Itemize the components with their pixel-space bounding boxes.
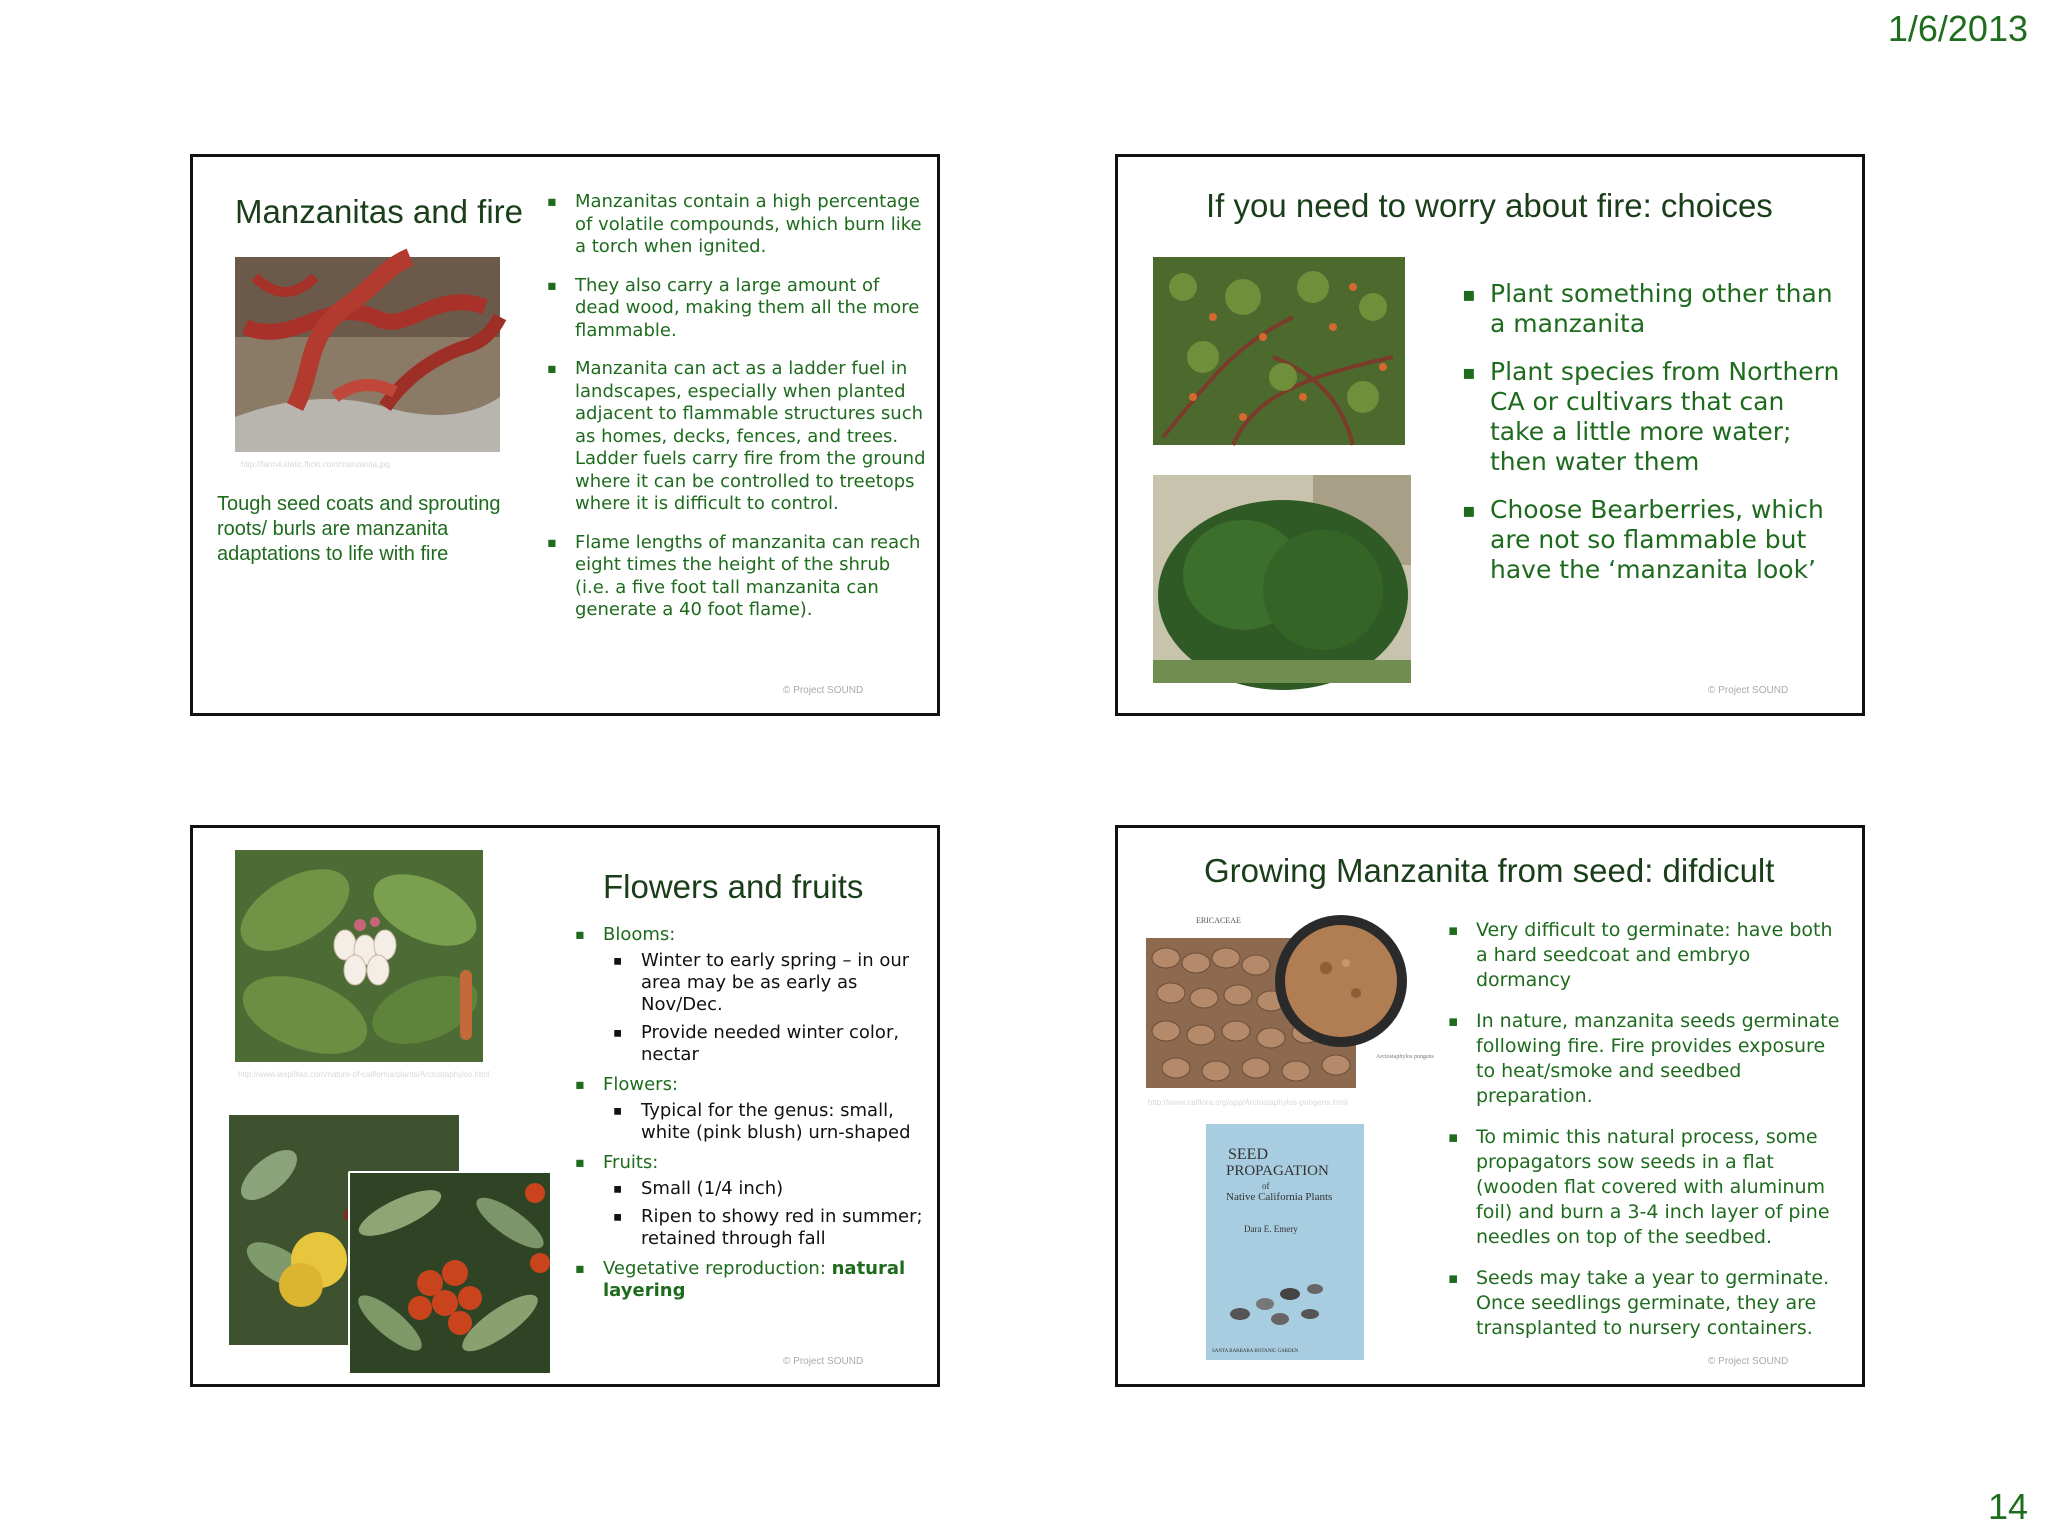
list-item-fruits xyxy=(575,1152,925,1250)
book-title-line3: of xyxy=(1262,1181,1270,1191)
slide-flowers-and-fruits xyxy=(190,825,940,1387)
slide-manzanitas-and-fire xyxy=(190,154,940,716)
slide-title: Growing Manzanita from seed: difdicult xyxy=(1204,852,1775,889)
copyright: © Project SOUND xyxy=(1708,685,1789,696)
slide-caption: Tough seed coats and sprouting roots/ burls are manzanita adaptations to life with fire xyxy=(217,493,501,565)
image-source-url: http://www.laspilitas.com/nature-of-california/plants/Arctostaphylos.html xyxy=(238,1070,490,1079)
sub-list-item: ▪ Winter to early spring – in our area may be as early as Nov/Dec. xyxy=(603,950,925,1016)
slide-title: If you need to worry about fire: choices xyxy=(1206,187,1773,224)
manzanita-flower-photo xyxy=(235,850,483,1062)
list-item: ▪ Choose Bearberries, which are not so flammable but have the ‘manzanita look’ xyxy=(1462,495,1842,585)
book-title-line2: PROPAGATION xyxy=(1226,1163,1329,1179)
image-source-url: http://farm4.static.flickr.com/manzanita.jpg xyxy=(241,460,390,469)
red-fruit-photo xyxy=(348,1171,552,1375)
list-label: Blooms: xyxy=(603,924,676,945)
list-item-blooms xyxy=(575,924,925,1066)
list-item: ▪ To mimic this natural process, some propagators sow seeds in a flat (wooden flat covered with aluminum foil) and burn a 3-4 inch layer of pine needles on top of the seedbed. xyxy=(1448,1125,1848,1250)
list-item: ▪ Plant something other than a manzanita xyxy=(1462,279,1842,339)
copyright: © Project SOUND xyxy=(783,685,864,696)
bearberry-shrub-photo xyxy=(1153,257,1405,445)
list-item-vegetative xyxy=(575,1258,925,1302)
seeds-photo xyxy=(1146,903,1434,1088)
emphasis-text: natural layering xyxy=(603,1258,906,1301)
image-source-url: http://www.calflora.org/app/Arctostaphylos-pungens.html xyxy=(1148,1098,1348,1107)
list-item: ▪ Plant species from Northern CA or cultivars that can take a little more water; then water them xyxy=(1462,357,1842,477)
slide-growing-from-seed xyxy=(1115,825,1865,1387)
book-title-line4: Native California Plants xyxy=(1226,1191,1333,1203)
list-item-flowers xyxy=(575,1074,925,1144)
list-label: Fruits: xyxy=(603,1152,659,1173)
page-number: 14 xyxy=(1987,1486,2028,1527)
book-seed-illustration xyxy=(1220,1274,1350,1334)
slide-title: Manzanitas and fire xyxy=(235,193,523,230)
slide-title: Flowers and fruits xyxy=(603,868,864,905)
book-cover xyxy=(1206,1124,1364,1360)
sub-list-item: ▪ Typical for the genus: small, white (pink blush) urn-shaped xyxy=(603,1100,925,1144)
list-item: ▪ Seeds may take a year to germinate. Once seedlings germinate, they are transplanted to nursery containers. xyxy=(1448,1266,1848,1341)
bullet-list xyxy=(575,924,925,1302)
book-author: Dara E. Emery xyxy=(1244,1224,1298,1234)
sub-list-item: ▪ Small (1/4 inch) xyxy=(603,1178,925,1200)
manzanita-trunk-photo xyxy=(235,257,500,452)
list-label: Vegetative reproduction: xyxy=(603,1258,832,1279)
list-item: ▪ Very difficult to germinate: have both a hard seedcoat and embryo dormancy xyxy=(1448,918,1848,993)
green-shrub-photo xyxy=(1153,475,1411,683)
slide-fire-choices xyxy=(1115,154,1865,716)
book-publisher: SANTA BARBARA BOTANIC GARDEN xyxy=(1212,1349,1299,1354)
handout-date: 1/6/2013 xyxy=(1887,8,2028,49)
sub-list-item: ▪ Provide needed winter color, nectar xyxy=(603,1022,925,1066)
bullet-list xyxy=(1462,279,1842,585)
list-item: ▪ Manzanitas contain a high percentage of volatile compounds, which burn like a torch when ignited. xyxy=(547,191,927,259)
sub-list-item: ▪ Ripen to showy red in summer; retained through fall xyxy=(603,1206,925,1250)
bullet-list xyxy=(547,191,927,622)
copyright: © Project SOUND xyxy=(1708,1356,1789,1367)
list-label: Flowers: xyxy=(603,1074,679,1095)
seed-species-label: Arctostaphylos pungens xyxy=(1376,1054,1434,1060)
list-item: ▪ Manzanita can act as a ladder fuel in landscapes, especially when planted adjacent to flammable structures such as homes, decks, fences, and trees. Ladder fuels carry fire from the ground where it can be controlled to treetops where it is difficult to control. xyxy=(547,358,927,516)
list-item: ▪ Flame lengths of manzanita can reach eight times the height of the shrub (i.e. a five foot tall manzanita can generate a 40 foot flame). xyxy=(547,532,927,622)
copyright: © Project SOUND xyxy=(783,1356,864,1367)
list-item: ▪ In nature, manzanita seeds germinate following fire. Fire provides exposure to heat/smoke and seedbed preparation. xyxy=(1448,1009,1848,1109)
seed-family-tag: ERICACEAE xyxy=(1196,916,1241,925)
bullet-list xyxy=(1448,918,1848,1341)
book-title-line1: SEED xyxy=(1228,1146,1268,1163)
list-item: ▪ They also carry a large amount of dead wood, making them all the more flammable. xyxy=(547,275,927,343)
